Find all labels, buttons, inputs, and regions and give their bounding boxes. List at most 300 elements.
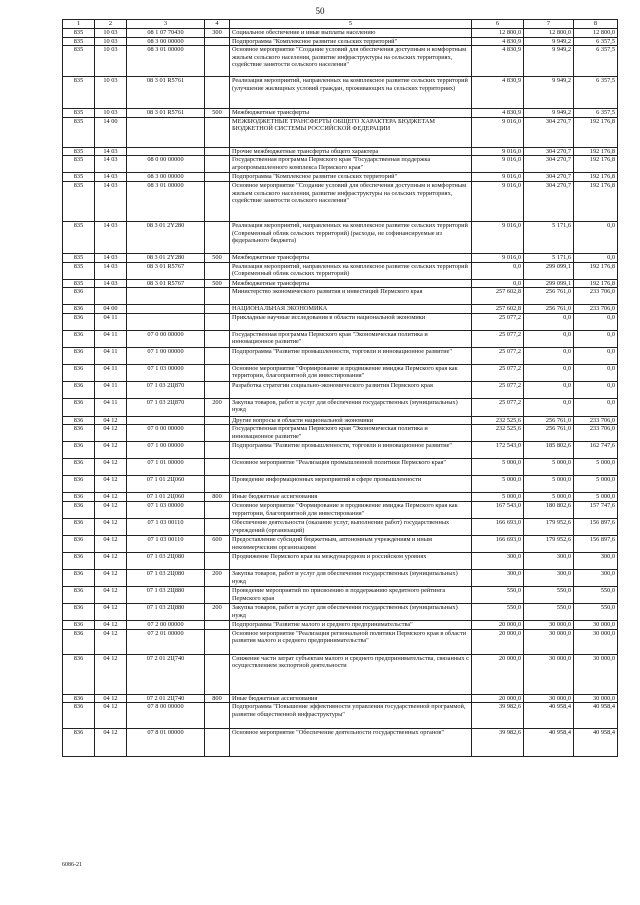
target-code-cell: 07 1 03 2Ц080: [127, 569, 205, 586]
section-code-cell: 14 03: [95, 173, 127, 182]
description-cell: Государственная программа Пермского края "Экономическая политика и инновационное развитие": [230, 425, 472, 442]
amount-2023-cell: 192 176,8: [574, 279, 618, 288]
target-code-cell: 07 1 03 00110: [127, 535, 205, 552]
amount-2023-cell: 5 000,0: [574, 476, 618, 493]
amount-2022-cell: 30 000,0: [524, 620, 574, 629]
description-cell: Подпрограмма "Комплексное развитие сельских территорий": [230, 173, 472, 182]
admin-code-cell: 836: [63, 552, 95, 569]
admin-code-cell: 835: [63, 46, 95, 77]
table-row: [63, 654, 618, 694]
amount-2023-cell: 6 357,5: [574, 37, 618, 46]
description-cell: Иные бюджетные ассигнования: [230, 493, 472, 502]
description-cell: Другие вопросы в области национальной экономики: [230, 416, 472, 425]
amount-2022-cell: 185 802,6: [524, 442, 574, 459]
description-cell: Разработка стратегии социально-экономического развития Пермского края: [230, 381, 472, 398]
amount-2023-cell: 5 000,0: [574, 493, 618, 502]
amount-2023-cell: 550,0: [574, 586, 618, 603]
amount-2022-cell: 0,0: [524, 347, 574, 364]
table-row: [63, 493, 618, 502]
target-code-cell: 07 0 00 00000: [127, 330, 205, 347]
amount-2021-cell: 20 000,0: [472, 629, 524, 654]
amount-2022-cell: 9 949,2: [524, 37, 574, 46]
description-cell: Обеспечение деятельности (оказание услуг, выполнение работ) государственных учреждений (организаций): [230, 518, 472, 535]
amount-2021-cell: 25 077,2: [472, 381, 524, 398]
admin-code-cell: 835: [63, 117, 95, 147]
amount-2021-cell: 12 800,0: [472, 29, 524, 38]
expense-type-cell: [205, 459, 230, 476]
amount-2022-cell: 300,0: [524, 569, 574, 586]
section-code-cell: 04 12: [95, 694, 127, 703]
amount-2023-cell: 233 706,0: [574, 305, 618, 314]
amount-2021-cell: 9 016,0: [472, 221, 524, 253]
target-code-cell: 07 2 00 00000: [127, 620, 205, 629]
amount-2021-cell: 9 016,0: [472, 253, 524, 262]
description-cell: Закупка товаров, работ и услуг для обеспечения государственных (муниципальных) нужд: [230, 603, 472, 620]
section-code-cell: 04 12: [95, 459, 127, 476]
section-code-cell: 04 12: [95, 703, 127, 729]
section-code-cell: 04 12: [95, 493, 127, 502]
table-row: [63, 279, 618, 288]
table-row: [63, 416, 618, 425]
amount-2023-cell: 192 176,8: [574, 117, 618, 147]
description-cell: Социальное обеспечение и иные выплаты населению: [230, 29, 472, 38]
admin-code-cell: 835: [63, 156, 95, 173]
amount-2022-cell: 179 952,6: [524, 518, 574, 535]
section-code-cell: 04 12: [95, 729, 127, 757]
amount-2022-cell: 12 800,0: [524, 29, 574, 38]
target-code-cell: 08 3 00 00000: [127, 173, 205, 182]
table-row: [63, 586, 618, 603]
amount-2021-cell: 9 016,0: [472, 147, 524, 156]
description-cell: Основное мероприятие "Формирование и продвижение имиджа Пермского края как территории, благоприятной для инвестирования": [230, 501, 472, 518]
section-code-cell: 04 12: [95, 535, 127, 552]
amount-2023-cell: 0,0: [574, 398, 618, 416]
amount-2021-cell: 0,0: [472, 262, 524, 279]
admin-code-cell: 836: [63, 347, 95, 364]
amount-2022-cell: 30 000,0: [524, 654, 574, 694]
amount-2021-cell: 166 693,0: [472, 518, 524, 535]
amount-2022-cell: 0,0: [524, 381, 574, 398]
section-code-cell: 10 03: [95, 77, 127, 109]
admin-code-cell: 836: [63, 729, 95, 757]
target-code-cell: 07 1 03 2Ц880: [127, 586, 205, 603]
admin-code-cell: 836: [63, 476, 95, 493]
amount-2022-cell: 304 270,7: [524, 117, 574, 147]
admin-code-cell: 836: [63, 305, 95, 314]
admin-code-cell: 836: [63, 620, 95, 629]
amount-2021-cell: 257 602,8: [472, 305, 524, 314]
admin-code-cell: 835: [63, 109, 95, 118]
section-code-cell: 04 12: [95, 501, 127, 518]
amount-2023-cell: 233 706,0: [574, 425, 618, 442]
section-code-cell: 10 03: [95, 37, 127, 46]
section-code-cell: 04 12: [95, 552, 127, 569]
target-code-cell: 08 0 00 00000: [127, 156, 205, 173]
table-row: [63, 459, 618, 476]
target-code-cell: 08 1 07 70430: [127, 29, 205, 38]
amount-2022-cell: 0,0: [524, 313, 574, 330]
section-code-cell: 10 03: [95, 29, 127, 38]
amount-2022-cell: 5 171,6: [524, 221, 574, 253]
table-row: [63, 288, 618, 305]
amount-2022-cell: 5 000,0: [524, 493, 574, 502]
target-code-cell: 07 1 03 00110: [127, 518, 205, 535]
amount-2022-cell: 304 270,7: [524, 147, 574, 156]
expense-type-cell: 500: [205, 253, 230, 262]
expense-type-cell: [205, 117, 230, 147]
description-cell: Основное мероприятие "Создание условий для обеспечения доступным и комфортным жильем сельского населения, развитие инфраструктуры на сельских территориях, содействие занятости сельского населения": [230, 181, 472, 221]
expense-type-cell: [205, 442, 230, 459]
admin-code-cell: 836: [63, 313, 95, 330]
amount-2022-cell: 5 000,0: [524, 459, 574, 476]
admin-code-cell: 836: [63, 501, 95, 518]
admin-code-cell: 836: [63, 535, 95, 552]
target-code-cell: 07 1 01 2Ц060: [127, 493, 205, 502]
amount-2021-cell: 5 000,0: [472, 459, 524, 476]
amount-2022-cell: 256 761,0: [524, 288, 574, 305]
description-cell: Межбюджетные трансферты: [230, 279, 472, 288]
amount-2022-cell: 9 949,2: [524, 77, 574, 109]
expense-type-cell: 300: [205, 29, 230, 38]
expense-type-cell: [205, 313, 230, 330]
amount-2022-cell: 304 270,7: [524, 156, 574, 173]
expense-type-cell: [205, 501, 230, 518]
expense-type-cell: 600: [205, 535, 230, 552]
expense-type-cell: 500: [205, 279, 230, 288]
table-row: [63, 147, 618, 156]
target-code-cell: 08 3 01 00000: [127, 181, 205, 221]
section-code-cell: 04 11: [95, 347, 127, 364]
description-cell: Межбюджетные трансферты: [230, 109, 472, 118]
target-code-cell: 07 1 03 00000: [127, 501, 205, 518]
target-code-cell: 07 1 00 00000: [127, 347, 205, 364]
admin-code-cell: 836: [63, 654, 95, 694]
table-row: [63, 569, 618, 586]
amount-2023-cell: 5 000,0: [574, 459, 618, 476]
amount-2023-cell: 0,0: [574, 313, 618, 330]
target-code-cell: 07 2 01 2Ц740: [127, 694, 205, 703]
amount-2023-cell: 0,0: [574, 330, 618, 347]
description-cell: Реализация мероприятий, направленных на комплексное развитие сельских территорий (Современный облик сельских территорий) (расходы, не софинансируемые из федерального бюджета): [230, 221, 472, 253]
description-cell: Основное мероприятие "Создание условий для обеспечения доступным и комфортным жильем сельского населения, развитие инфраструктуры на сельских территориях, содействие занятости сельского населения": [230, 46, 472, 77]
table-row: [63, 173, 618, 182]
target-code-cell: 08 3 01 R5767: [127, 279, 205, 288]
section-code-cell: 14 03: [95, 181, 127, 221]
admin-code-cell: 836: [63, 459, 95, 476]
target-code-cell: 07 2 01 00000: [127, 629, 205, 654]
admin-code-cell: 835: [63, 77, 95, 109]
budget-table: [62, 19, 618, 757]
table-row: [63, 221, 618, 253]
section-code-cell: 04 11: [95, 364, 127, 381]
amount-2022-cell: 0,0: [524, 330, 574, 347]
table-row: [63, 305, 618, 314]
admin-code-cell: 836: [63, 694, 95, 703]
table-row: [63, 398, 618, 416]
target-code-cell: [127, 416, 205, 425]
amount-2022-cell: 0,0: [524, 364, 574, 381]
target-code-cell: 08 3 01 R5767: [127, 262, 205, 279]
section-code-cell: 10 03: [95, 109, 127, 118]
expense-type-cell: [205, 262, 230, 279]
description-cell: Прикладные научные исследования в области национальной экономики: [230, 313, 472, 330]
expense-type-cell: [205, 173, 230, 182]
table-row: [63, 253, 618, 262]
admin-code-cell: 836: [63, 381, 95, 398]
expense-type-cell: [205, 305, 230, 314]
expense-type-cell: [205, 476, 230, 493]
amount-2022-cell: 299 099,1: [524, 279, 574, 288]
admin-code-cell: 836: [63, 364, 95, 381]
amount-2021-cell: 9 016,0: [472, 156, 524, 173]
table-row: [63, 729, 618, 757]
admin-code-cell: 835: [63, 173, 95, 182]
expense-type-cell: 500: [205, 109, 230, 118]
amount-2021-cell: 20 000,0: [472, 654, 524, 694]
description-cell: Основное мероприятие "Реализация промышленной политики Пермского края": [230, 459, 472, 476]
expense-type-cell: [205, 629, 230, 654]
target-code-cell: 08 3 01 R5761: [127, 77, 205, 109]
amount-2022-cell: 9 949,2: [524, 109, 574, 118]
column-header: 5: [230, 20, 472, 29]
table-row: [63, 262, 618, 279]
admin-code-cell: 836: [63, 398, 95, 416]
expense-type-cell: 800: [205, 493, 230, 502]
amount-2023-cell: 156 897,6: [574, 518, 618, 535]
expense-type-cell: [205, 381, 230, 398]
column-header: 2: [95, 20, 127, 29]
table-row: [63, 156, 618, 173]
amount-2022-cell: 30 000,0: [524, 629, 574, 654]
section-code-cell: 04 12: [95, 476, 127, 493]
target-code-cell: 08 3 01 00000: [127, 46, 205, 77]
expense-type-cell: [205, 364, 230, 381]
description-cell: Государственная программа Пермского края "Государственная поддержка агропромышленного комплекса Пермского края": [230, 156, 472, 173]
target-code-cell: 07 1 03 2Ц870: [127, 381, 205, 398]
amount-2021-cell: 300,0: [472, 569, 524, 586]
expense-type-cell: [205, 347, 230, 364]
table-row: [63, 518, 618, 535]
description-cell: Иные бюджетные ассигнования: [230, 694, 472, 703]
amount-2023-cell: 30 000,0: [574, 694, 618, 703]
description-cell: Реализация мероприятий, направленных на комплексное развитие сельских территорий (улучшение жилищных условий граждан, проживающих на сельских территориях): [230, 77, 472, 109]
description-cell: Основное мероприятие "Формирование и продвижение имиджа Пермского края как территории, благоприятной для инвестирования": [230, 364, 472, 381]
description-cell: Снижение части затрат субъектам малого и среднего предпринимательства, связанных с осуществлением экспортной деятельности: [230, 654, 472, 694]
expense-type-cell: [205, 620, 230, 629]
table-row: [63, 703, 618, 729]
amount-2022-cell: 550,0: [524, 603, 574, 620]
amount-2021-cell: 9 016,0: [472, 173, 524, 182]
table-row: [63, 603, 618, 620]
expense-type-cell: 200: [205, 398, 230, 416]
amount-2021-cell: 25 077,2: [472, 364, 524, 381]
amount-2021-cell: 172 543,0: [472, 442, 524, 459]
section-code-cell: 14 03: [95, 221, 127, 253]
amount-2022-cell: 299 099,1: [524, 262, 574, 279]
description-cell: Подпрограмма "Развитие промышленности, торговли и инновационное развитие": [230, 442, 472, 459]
admin-code-cell: 836: [63, 569, 95, 586]
column-header: 3: [127, 20, 205, 29]
expense-type-cell: [205, 147, 230, 156]
expense-type-cell: [205, 181, 230, 221]
amount-2022-cell: 256 761,0: [524, 425, 574, 442]
amount-2021-cell: 25 077,2: [472, 313, 524, 330]
expense-type-cell: [205, 552, 230, 569]
amount-2021-cell: 300,0: [472, 552, 524, 569]
amount-2022-cell: 550,0: [524, 586, 574, 603]
description-cell: Проведение мероприятий по присвоению и поддержанию кредитного рейтинга Пермского края: [230, 586, 472, 603]
target-code-cell: 08 3 01 2Y280: [127, 221, 205, 253]
amount-2023-cell: 233 706,0: [574, 416, 618, 425]
description-cell: Межбюджетные трансферты: [230, 253, 472, 262]
target-code-cell: [127, 147, 205, 156]
amount-2023-cell: 550,0: [574, 603, 618, 620]
section-code-cell: 04 12: [95, 654, 127, 694]
target-code-cell: 08 3 00 00000: [127, 37, 205, 46]
amount-2023-cell: 192 176,8: [574, 181, 618, 221]
amount-2021-cell: 232 525,6: [472, 416, 524, 425]
admin-code-cell: 835: [63, 37, 95, 46]
column-header-row: [63, 20, 618, 29]
expense-type-cell: [205, 703, 230, 729]
section-code-cell: 14 00: [95, 117, 127, 147]
amount-2022-cell: 179 952,6: [524, 535, 574, 552]
amount-2022-cell: 5 000,0: [524, 476, 574, 493]
admin-code-cell: 836: [63, 703, 95, 729]
amount-2022-cell: 5 171,6: [524, 253, 574, 262]
table-row: [63, 77, 618, 109]
section-code-cell: 14 03: [95, 253, 127, 262]
amount-2023-cell: 300,0: [574, 552, 618, 569]
amount-2022-cell: 9 949,2: [524, 46, 574, 77]
section-code-cell: 04 11: [95, 381, 127, 398]
expense-type-cell: [205, 156, 230, 173]
expense-type-cell: [205, 586, 230, 603]
description-cell: Подпрограмма "Комплексное развитие сельских территорий": [230, 37, 472, 46]
table-row: [63, 381, 618, 398]
footer-code: 6086-21: [62, 862, 82, 868]
table-row: [63, 501, 618, 518]
expense-type-cell: [205, 729, 230, 757]
description-cell: Государственная программа Пермского края "Экономическая политика и инновационное развитие": [230, 330, 472, 347]
table-row: [63, 552, 618, 569]
description-cell: Проведение информационных мероприятий в сфере промышленности: [230, 476, 472, 493]
amount-2021-cell: 167 543,0: [472, 501, 524, 518]
expense-type-cell: [205, 330, 230, 347]
admin-code-cell: 836: [63, 330, 95, 347]
column-header: 4: [205, 20, 230, 29]
admin-code-cell: 835: [63, 253, 95, 262]
amount-2021-cell: 0,0: [472, 279, 524, 288]
admin-code-cell: 836: [63, 603, 95, 620]
target-code-cell: 08 3 01 R5761: [127, 109, 205, 118]
amount-2022-cell: 40 958,4: [524, 729, 574, 757]
amount-2021-cell: 25 077,2: [472, 347, 524, 364]
admin-code-cell: 835: [63, 29, 95, 38]
target-code-cell: 07 1 03 2Ц880: [127, 603, 205, 620]
admin-code-cell: 835: [63, 181, 95, 221]
amount-2023-cell: 40 958,4: [574, 703, 618, 729]
amount-2023-cell: 0,0: [574, 347, 618, 364]
table-row: [63, 347, 618, 364]
expense-type-cell: [205, 425, 230, 442]
amount-2021-cell: 25 077,2: [472, 398, 524, 416]
section-code-cell: 14 03: [95, 156, 127, 173]
admin-code-cell: 836: [63, 586, 95, 603]
amount-2021-cell: 4 830,9: [472, 46, 524, 77]
amount-2023-cell: 12 800,0: [574, 29, 618, 38]
section-code-cell: 04 12: [95, 442, 127, 459]
amount-2021-cell: 4 830,9: [472, 37, 524, 46]
amount-2021-cell: 9 016,0: [472, 181, 524, 221]
admin-code-cell: 836: [63, 288, 95, 305]
amount-2023-cell: 0,0: [574, 221, 618, 253]
description-cell: Продвижение Пермского края на международном и российском уровнях: [230, 552, 472, 569]
table-row: [63, 442, 618, 459]
table-row: [63, 330, 618, 347]
description-cell: Подпрограмма "Развитие малого и среднего предпринимательства": [230, 620, 472, 629]
amount-2023-cell: 6 357,5: [574, 46, 618, 77]
column-header: 7: [524, 20, 574, 29]
description-cell: Основное мероприятие "Реализация региональной политики Пермского края в области развития малого и среднего предпринимательства": [230, 629, 472, 654]
section-code-cell: 04 00: [95, 305, 127, 314]
expense-type-cell: [205, 416, 230, 425]
description-cell: Подпрограмма "Повышение эффективности управления государственной программой, развитие общественной инфраструктуры": [230, 703, 472, 729]
table-row: [63, 364, 618, 381]
expense-type-cell: 800: [205, 694, 230, 703]
amount-2021-cell: 39 982,6: [472, 729, 524, 757]
amount-2023-cell: 162 747,6: [574, 442, 618, 459]
amount-2023-cell: 6 357,5: [574, 77, 618, 109]
section-code-cell: 04 12: [95, 629, 127, 654]
section-code-cell: 04 12: [95, 569, 127, 586]
amount-2023-cell: 192 176,8: [574, 262, 618, 279]
section-code-cell: 14 03: [95, 147, 127, 156]
column-header: 8: [574, 20, 618, 29]
amount-2023-cell: 192 176,8: [574, 147, 618, 156]
amount-2021-cell: 257 602,8: [472, 288, 524, 305]
amount-2023-cell: 30 000,0: [574, 654, 618, 694]
amount-2023-cell: 0,0: [574, 381, 618, 398]
amount-2023-cell: 40 958,4: [574, 729, 618, 757]
expense-type-cell: [205, 221, 230, 253]
column-header: 1: [63, 20, 95, 29]
amount-2023-cell: 0,0: [574, 253, 618, 262]
target-code-cell: [127, 117, 205, 147]
description-cell: Реализация мероприятий, направленных на комплексное развитие сельских территорий (Современный облик сельских территорий): [230, 262, 472, 279]
table-row: [63, 29, 618, 38]
amount-2021-cell: 4 830,9: [472, 109, 524, 118]
admin-code-cell: 836: [63, 416, 95, 425]
expense-type-cell: [205, 288, 230, 305]
amount-2023-cell: 30 000,0: [574, 629, 618, 654]
amount-2022-cell: 256 761,0: [524, 305, 574, 314]
amount-2021-cell: 39 982,6: [472, 703, 524, 729]
amount-2021-cell: 20 000,0: [472, 694, 524, 703]
amount-2022-cell: 300,0: [524, 552, 574, 569]
description-cell: НАЦИОНАЛЬНАЯ ЭКОНОМИКА: [230, 305, 472, 314]
table-row: [63, 181, 618, 221]
amount-2021-cell: 550,0: [472, 586, 524, 603]
amount-2021-cell: 166 693,0: [472, 535, 524, 552]
amount-2022-cell: 40 958,4: [524, 703, 574, 729]
column-header: 6: [472, 20, 524, 29]
table-row: [63, 694, 618, 703]
table-row: [63, 313, 618, 330]
amount-2022-cell: 180 802,6: [524, 501, 574, 518]
amount-2023-cell: 192 176,8: [574, 173, 618, 182]
target-code-cell: 07 1 03 2Ц870: [127, 398, 205, 416]
